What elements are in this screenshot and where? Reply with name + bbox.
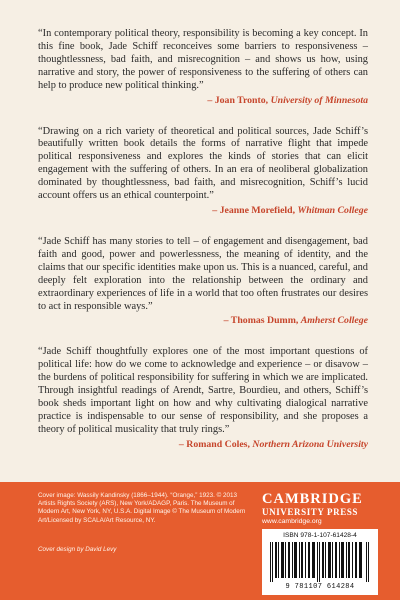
attribution-name: – Thomas Dumm, xyxy=(223,315,299,327)
blurb-tronto xyxy=(38,28,368,106)
blurb-quote: “In contemporary political theory, responsibility is becoming a key concept. In this fine book, Jade Schiff reconceives some barriers to responsiveness – thoughtlessness, bad faith, and misrecognition – and shows us how, using narrative and story, the power of responsiveness to the suffering of others can help to produce new political thinking.” xyxy=(38,28,368,91)
endorsements xyxy=(38,28,368,470)
blurb-attribution xyxy=(38,95,368,106)
attribution-name: – Jeanne Morefield, xyxy=(212,204,296,216)
publisher-subname: UNIVERSITY PRESS xyxy=(262,507,359,517)
publisher-url: www.cambridge.org xyxy=(262,518,322,525)
cover-footer xyxy=(0,482,400,600)
publisher-logo xyxy=(262,492,382,526)
blurb-coles xyxy=(38,346,368,449)
cover-design-credit: Cover design by David Levy xyxy=(38,546,117,553)
blurb-attribution xyxy=(38,439,368,450)
publisher-name: CAMBRIDGE xyxy=(262,491,363,507)
attribution-affiliation: Amherst College xyxy=(300,315,368,327)
barcode-icon xyxy=(270,542,370,582)
blurb-quote: “Jade Schiff has many stories to tell – of engagement and disengagement, bad faith and good, power and powerlessness, the meaning of identity, and the claims that our specific identities make upon us. This is a nuanced, careful, and deeply felt exploration into the relationship between the ordinary and extraordinary experiences of life in a world that too often frustrates our desires to act in responsible ways.” xyxy=(38,235,368,312)
barcode-panel xyxy=(262,529,378,595)
attribution-name: – Romand Coles, xyxy=(178,438,250,450)
blurb-attribution xyxy=(38,315,368,326)
barcode-digits: 9 781107 614284 xyxy=(285,583,355,591)
attribution-affiliation: Whitman College xyxy=(297,204,368,216)
blurb-quote: “Drawing on a rich variety of theoretical and political sources, Jade Schiff’s beautifully written book details the forms of narrative flight that impede political responsiveness and explores the kinds of stories that can elicit engagement with the suffering of others. In an era of neoliberal globalization dominated by thoughtlessness, bad faith, and misrecognition, Schiff’s lucid account offers us an ethical counterpoint.” xyxy=(38,125,368,202)
cover-image-credits: Cover image: Wassily Kandinsky (1866–1944). “Orange,” 1923. © 2013 Artists Rights Society (ARS), New York/ADAGP, Paris. The Museum of Modern Art, New York, NY, U.S.A. Digital Image © The Museum of Modern Art/Licensed by SCALA/Art Resource, NY. xyxy=(38,492,246,524)
attribution-affiliation: Northern Arizona University xyxy=(252,438,368,450)
isbn-label: ISBN 978-1-107-61428-4 xyxy=(283,532,357,539)
attribution-affiliation: University of Minnesota xyxy=(270,94,368,106)
attribution-name: – Joan Tronto, xyxy=(207,94,269,106)
blurb-morefield xyxy=(38,126,368,216)
blurb-attribution xyxy=(38,205,368,216)
blurb-quote: “Jade Schiff thoughtfully explores one of the most important questions of political life: how do we come to acknowledge and experience – or disavow – the burdens of political responsibility for suffering in which we are implicated. Through insightful readings of Arendt, Sartre, Bourdieu, and others, Schiff’s book sheds important light on how and why cultivating dialogical narrative practice is indispensable to our sense of responsibility, and she proposes a theory of political musicality that truly rings.” xyxy=(38,346,368,435)
blurb-dumm xyxy=(38,236,368,326)
